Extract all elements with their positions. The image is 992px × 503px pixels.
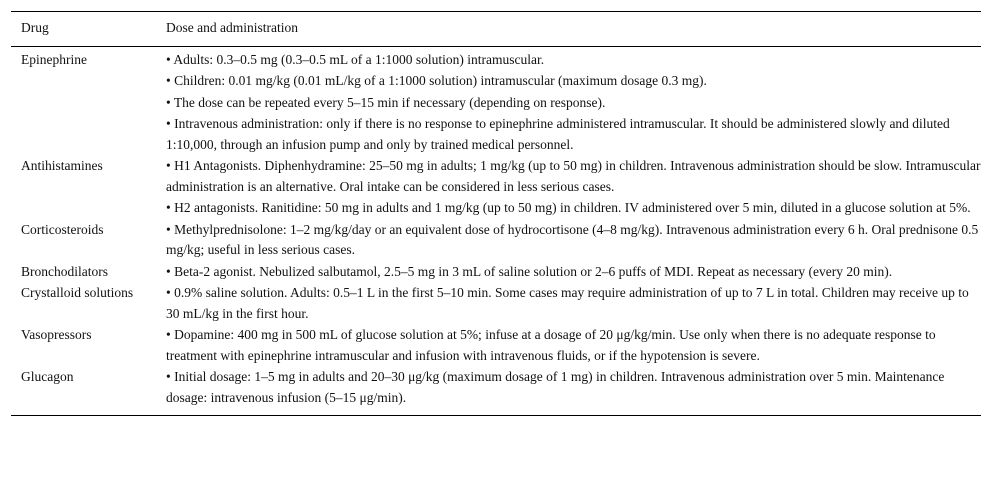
dose-item: • Dopamine: 400 mg in 500 mL of glucose solution at 5%; infuse at a dosage of 20 μg/kg/min. Use only when there is no adequate response to treatment with epinephrine intramuscular and infusion with intravenous fluids, or if the hypotension is severe. (166, 327, 936, 363)
dose-cell (156, 220, 981, 262)
dose-item: • Beta-2 agonist. Nebulized salbutamol, 2.5–5 mg in 3 mL of saline solution or 2–6 puffs of MDI. Repeat as necessary (every 20 min). (166, 263, 893, 279)
drug-dosage-table-container (11, 11, 981, 416)
drug-cell: Vasopressors (21, 327, 92, 342)
table-row (11, 262, 981, 284)
dose-cell (156, 283, 981, 325)
header-drug: Drug (21, 20, 49, 35)
drug-cell: Antihistamines (21, 158, 103, 173)
table-header (11, 12, 981, 47)
drug-cell: Crystalloid solutions (21, 285, 134, 300)
dose-item: • 0.9% saline solution. Adults: 0.5–1 L in the first 5–10 min. Some cases may require administration of up to 7 L in total. Children may receive up to 30 mL/kg in the first hour. (166, 285, 969, 321)
dose-item: • Intravenous administration: only if there is no response to epinephrine administered intramuscular. It should be administered slowly and diluted 1:10,000, through an infusion pump and only by trained medical personnel. (166, 116, 950, 152)
dose-cell (156, 262, 981, 284)
table-row (11, 367, 981, 416)
dose-item: • H1 Antagonists. Diphenhydramine: 25–50 mg in adults; 1 mg/kg (up to 50 mg) in children. Intravenous administration should be slow. Intramuscular administration is an alternative. Oral intake can be considered in less serious cases. (166, 158, 981, 194)
dose-cell (156, 156, 981, 220)
dose-cell (156, 325, 981, 367)
dose-item: • Adults: 0.3–0.5 mg (0.3–0.5 mL of a 1:1000 solution) intramuscular. (166, 51, 545, 67)
drug-cell: Glucagon (21, 369, 74, 384)
table-body (11, 46, 981, 416)
table-row (11, 283, 981, 325)
dose-cell (156, 367, 981, 416)
dose-item: • Children: 0.01 mg/kg (0.01 mL/kg of a 1:1000 solution) intramuscular (maximum dosage 0.3 mg). (166, 73, 707, 88)
header-dose: Dose and administration (166, 20, 298, 35)
table-row (11, 46, 981, 156)
drug-cell: Corticosteroids (21, 221, 104, 237)
dose-item: • Methylprednisolone: 1–2 mg/kg/day or an equivalent dose of hydrocortisone (4–8 mg/kg). Intravenous administration every 6 h. Oral prednisone 0.5 mg/kg; useful in less serious cases. (166, 221, 979, 257)
dose-item: • Initial dosage: 1–5 mg in adults and 20–30 μg/kg (maximum dosage of 1 mg) in children. Intravenous administration over 5 min. Maintenance dosage: intravenous infusion (5–15 μg/min). (166, 369, 945, 405)
drug-cell: Epinephrine (21, 51, 87, 67)
dose-item: • The dose can be repeated every 5–15 min if necessary (depending on response). (166, 94, 606, 110)
drug-dosage-table (11, 11, 981, 416)
dose-item: • H2 antagonists. Ranitidine: 50 mg in adults and 1 mg/kg (up to 50 mg) in children. IV administered over 5 min, diluted in a glucose solution at 5%. (166, 200, 971, 215)
table-row (11, 220, 981, 262)
table-row (11, 156, 981, 220)
dose-cell (156, 46, 981, 156)
table-row (11, 325, 981, 367)
header-row (11, 12, 981, 47)
drug-cell: Bronchodilators (21, 263, 108, 279)
